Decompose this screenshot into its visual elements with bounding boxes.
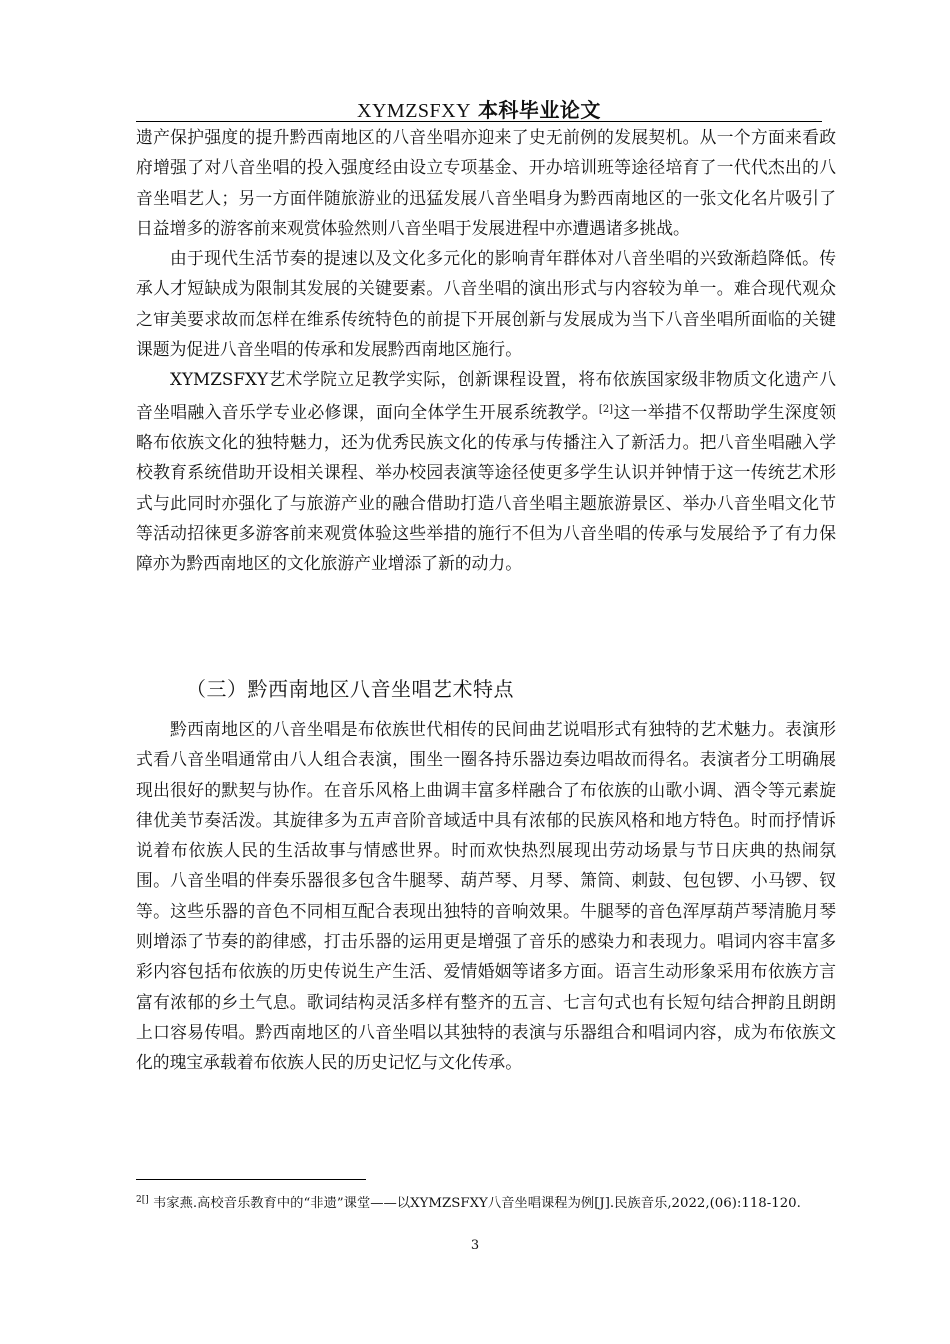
- footnote: [136, 1187, 822, 1217]
- footnote-mark: 2[]: [136, 1195, 149, 1205]
- paragraph-continued: 遗产保护强度的提升黔西南地区的八音坐唱亦迎来了史无前例的发展契机。从一个方面来看政府增强了对八音坐唱的投入强度经由设立专项基金、开办培训班等途径培育了一代代杰出的八音坐唱艺人；另一方面伴随旅游业的迅猛发展八音坐唱身为黔西南地区的一张文化名片吸引了日益增多的游客前来观赏体验然则八音坐唱于发展进程中亦遭遇诸多挑战。: [136, 127, 836, 238]
- paragraph-art-features: 黔西南地区的八音坐唱是布依族世代相传的民间曲艺说唱形式有独特的艺术魅力。表演形式看八音坐唱通常由八人组合表演，围坐一圈各持乐器边奏边唱故而得名。表演者分工明确展现出很好的默契与协作。在音乐风格上曲调丰富多样融合了布依族的山歌小调、酒令等元素旋律优美节奏活泼。其旋律多为五声音阶音域适中具有浓郁的民族风格和地方特色。时而抒情诉说着布依族人民的生活故事与情感世界。时而欢快热烈展现出劳动场景与节日庆典的热闹氛围。八音坐唱的伴奏乐器很多包含牛腿琴、葫芦琴、月琴、箫筒、刺鼓、包包锣、小马锣、钗等。这些乐器的音色不同相互配合表现出独特的音响效果。牛腿琴的音色浑厚葫芦琴清脆月琴则增添了节奏的韵律感，打击乐器的运用更是增强了音乐的感染力和表现力。唱词内容丰富多彩内容包括布依族的历史传说生产生活、爱情婚姻等诸多方面。语言生动形象采用布依族方言富有浓郁的乡土气息。歌词结构灵活多样有整齐的五言、七言句式也有长短句结合押韵且朗朗上口容易传唱。黔西南地区的八音坐唱以其独特的表演与乐器组合和唱词内容，成为布依族文化的瑰宝承载着布依族人民的历史记忆与文化传承。: [136, 719, 836, 1073]
- body-text-top: [136, 122, 836, 578]
- body-text-section: [136, 714, 836, 1078]
- footnote-reference[interactable]: [2]: [598, 403, 614, 415]
- footnote-text: 韦家燕.高校音乐教育中的“非遗”课堂——以XYMZSFXY八音坐唱课程为例[J].民族音乐,2022,(06):118-120.: [152, 1196, 801, 1211]
- footnote-divider: [136, 1179, 366, 1180]
- paragraph-text-part2: 这一举措不仅帮助学生深度领略布依族文化的独特魅力，还为优秀民族文化的传承与传播注入了新活力。把八音坐唱融入学校教育系统借助开设相关课程、举办校园表演等途径使更多学生认识并钟情于这一传统艺术形式与此同时亦强化了与旅游产业的融合借助打造八音坐唱主题旅游景区、举办八音坐唱文化节等活动招徕更多游客前来观赏体验这些举措的施行不但为八音坐唱的传承与发展给予了有力保障亦为黔西南地区的文化旅游产业增添了新的动力。: [136, 401, 836, 574]
- section-heading: （三）黔西南地区八音坐唱艺术特点: [186, 677, 514, 701]
- paragraph-college-practice: [136, 364, 836, 578]
- paragraph-text-part1: XYMZSFXY艺术学院立足教学实际，创新课程设置，将布依族国家级非物质文化遗产八音坐唱融入音乐学专业必修课，面向全体学生开展系统教学。: [136, 369, 836, 422]
- page-header: [136, 94, 822, 123]
- paragraph-challenges: 由于现代生活节奏的提速以及文化多元化的影响青年群体对八音坐唱的兴致渐趋降低。传承人才短缺成为限制其发展的关键要素。八音坐唱的演出形式与内容较为单一。难合现代观众之审美要求故而怎样在维系传统特色的前提下开展创新与发展成为当下八音坐唱所面临的关键课题为促进八音坐唱的传承和发展黔西南地区施行。: [136, 248, 836, 360]
- header-thesis-label: 本科毕业论文: [477, 98, 601, 122]
- page-number: 3: [470, 1238, 480, 1253]
- header-school-code: XYMZSFXY: [357, 100, 472, 122]
